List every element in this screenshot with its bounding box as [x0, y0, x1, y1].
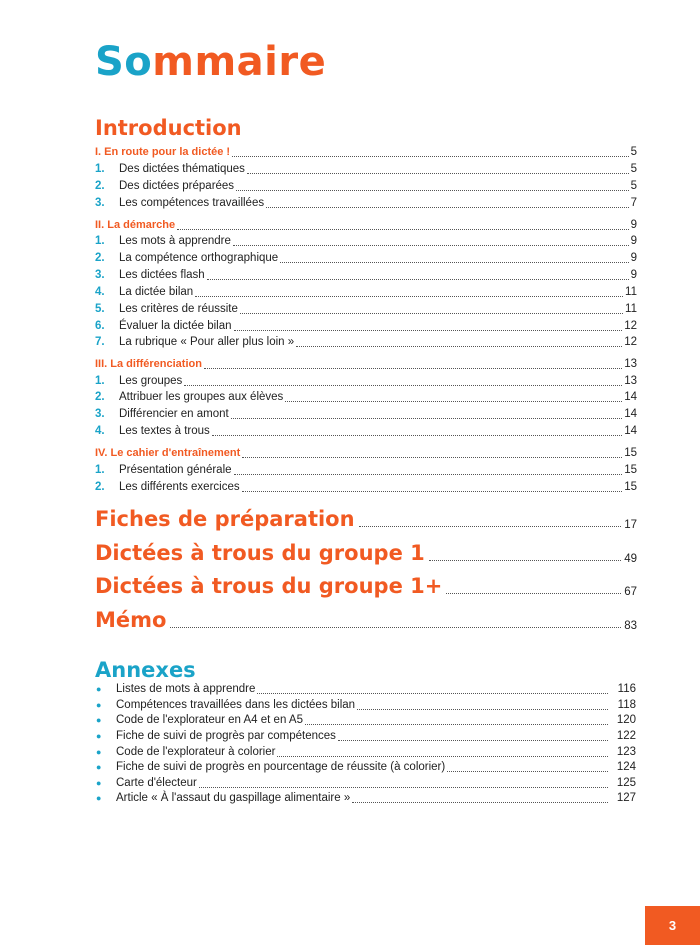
- dot-leader: [236, 190, 629, 191]
- toc-item[interactable]: [95, 284, 637, 301]
- dot-leader: [429, 560, 621, 561]
- annex-item[interactable]: [96, 759, 636, 776]
- toc-item[interactable]: [95, 423, 637, 440]
- toc-item-label: La dictée bilan: [119, 286, 194, 298]
- toc-item[interactable]: [95, 406, 637, 423]
- dot-leader: [296, 346, 622, 347]
- dot-leader: [240, 313, 623, 314]
- toc-page-number: 67: [624, 586, 637, 598]
- toc-item-label: Différencier en amont: [119, 408, 229, 420]
- toc-page-number: 116: [617, 683, 636, 695]
- toc-item-number: 2.: [95, 481, 105, 493]
- dot-leader: [207, 279, 629, 280]
- toc-item[interactable]: [95, 195, 637, 212]
- toc-page-number: 123: [616, 746, 636, 758]
- toc-item-label: Les groupes: [119, 375, 183, 387]
- toc-item-label: La rubrique « Pour aller plus loin »: [119, 336, 295, 348]
- title-part-orange: mmaire: [152, 39, 327, 85]
- annex-item-label: Code de l'explorateur en A4 et en A5: [116, 714, 303, 726]
- annex-item[interactable]: [96, 790, 636, 807]
- page-number-tab: 3: [645, 906, 700, 945]
- bullet-icon: ●: [96, 700, 102, 710]
- toc-item-label: Les textes à trous: [119, 425, 210, 437]
- dot-leader: [204, 368, 622, 369]
- dot-leader: [257, 693, 608, 694]
- toc-item-number: 1.: [95, 464, 105, 476]
- toc-page-number: 11: [625, 303, 637, 315]
- toc-section-1[interactable]: [95, 144, 637, 161]
- toc-item-label: Présentation générale: [119, 464, 232, 476]
- toc-item-label: Les critères de réussite: [119, 303, 238, 315]
- dot-leader: [352, 802, 608, 803]
- annex-item[interactable]: [96, 681, 636, 698]
- dot-leader: [359, 526, 622, 527]
- toc-page-number: 5: [630, 146, 637, 158]
- bullet-icon: ●: [96, 793, 102, 803]
- annex-item-label: Compétences travaillées dans les dictées bilan: [116, 699, 356, 711]
- bullet-icon: ●: [96, 778, 102, 788]
- toc-item-label: Les différents exercices: [119, 481, 240, 493]
- toc-section-label: IV. Le cahier d'entraînement: [95, 447, 241, 459]
- toc-page-number: 13: [624, 375, 637, 387]
- toc-page-number: 14: [624, 408, 637, 420]
- dot-leader: [247, 173, 629, 174]
- toc-item-label: Des dictées préparées: [119, 180, 235, 192]
- toc-page-number: 15: [624, 481, 637, 493]
- toc-chapter-groupe-1-plus[interactable]: [95, 570, 637, 600]
- toc-page-number: 12: [624, 336, 637, 348]
- dot-leader: [184, 385, 622, 386]
- dot-leader: [338, 740, 608, 741]
- toc-section-label: II. La démarche: [95, 219, 176, 231]
- toc-page-number: 5: [630, 163, 637, 175]
- toc-page-number: 49: [624, 553, 637, 565]
- bullet-icon: ●: [96, 762, 102, 772]
- introduction-heading: Introduction: [95, 116, 242, 140]
- toc-item-number: 2.: [95, 180, 105, 192]
- toc-item-number: 1.: [95, 235, 105, 247]
- toc-item[interactable]: [95, 233, 637, 250]
- toc-item-number: 3.: [95, 408, 105, 420]
- dot-leader: [199, 787, 608, 788]
- toc-section-3[interactable]: [95, 356, 637, 373]
- toc-item-number: 3.: [95, 197, 105, 209]
- toc-page-number: 125: [616, 777, 636, 789]
- bullet-icon: ●: [96, 731, 102, 741]
- toc-item[interactable]: [95, 318, 637, 335]
- toc-page-number: 9: [630, 252, 637, 264]
- bullet-icon: ●: [96, 747, 102, 757]
- toc-item-label: Les mots à apprendre: [119, 235, 231, 247]
- toc-item[interactable]: [95, 161, 637, 178]
- annex-item-label: Fiche de suivi de progrès par compétences: [116, 730, 336, 742]
- annex-item-label: Listes de mots à apprendre: [116, 683, 256, 695]
- annex-item-label: Code de l'explorateur à colorier: [116, 746, 276, 758]
- toc-item-number: 1.: [95, 375, 105, 387]
- annex-item-label: Carte d'électeur: [116, 777, 197, 789]
- toc-section-2[interactable]: [95, 217, 637, 234]
- toc-item[interactable]: [95, 479, 637, 496]
- toc-page-number: 14: [624, 425, 637, 437]
- toc-page-number: 124: [616, 761, 636, 773]
- toc-item-number: 2.: [95, 391, 105, 403]
- toc-section-label: I. En route pour la dictée !: [95, 146, 231, 158]
- dot-leader: [231, 418, 622, 419]
- dot-leader: [242, 457, 622, 458]
- toc-chapter-fiches[interactable]: [95, 503, 637, 533]
- toc-page-number: 9: [630, 219, 637, 231]
- toc-chapter-groupe-1[interactable]: [95, 537, 637, 567]
- dot-leader: [234, 474, 623, 475]
- toc-page-number: 118: [617, 699, 636, 711]
- annex-item[interactable]: [96, 728, 636, 745]
- dot-leader: [285, 401, 622, 402]
- toc-item[interactable]: [95, 301, 637, 318]
- toc-item-number: 4.: [95, 425, 105, 437]
- toc-item-label: Évaluer la dictée bilan: [119, 320, 232, 332]
- toc-chapter-label: Dictées à trous du groupe 1: [95, 541, 425, 565]
- dot-leader: [357, 709, 608, 710]
- toc-page-number: 7: [630, 197, 637, 209]
- toc-item-label: Des dictées thématiques: [119, 163, 245, 175]
- toc-item-label: La compétence orthographique: [119, 252, 279, 264]
- toc-item-label: Attribuer les groupes aux élèves: [119, 391, 284, 403]
- toc-page-number: 17: [624, 519, 637, 531]
- toc-item[interactable]: [95, 462, 637, 479]
- title-part-teal: So: [95, 39, 153, 85]
- dot-leader: [232, 156, 629, 157]
- dot-leader: [447, 771, 608, 772]
- toc-page-number: 120: [616, 714, 636, 726]
- toc-page-number: 9: [630, 235, 637, 247]
- dot-leader: [234, 330, 623, 331]
- bullet-icon: ●: [96, 715, 102, 725]
- toc-page-number: 12: [624, 320, 637, 332]
- toc-item-label: Les compétences travaillées: [119, 197, 265, 209]
- toc-page-number: 13: [624, 358, 637, 370]
- toc-item-number: 1.: [95, 163, 105, 175]
- toc-item[interactable]: [95, 178, 637, 195]
- toc-item-label: Les dictées flash: [119, 269, 205, 281]
- toc-item[interactable]: [95, 373, 637, 390]
- toc-page-number: 122: [616, 730, 636, 742]
- toc-chapter-label: Mémo: [95, 608, 167, 632]
- toc-item[interactable]: [95, 267, 637, 284]
- dot-leader: [280, 262, 628, 263]
- dot-leader: [170, 627, 621, 628]
- toc-page-number: 83: [624, 620, 637, 632]
- toc-item-number: 2.: [95, 252, 105, 264]
- annex-item-label: Article « À l'assaut du gaspillage alimentaire »: [116, 792, 351, 804]
- toc-chapter-memo[interactable]: [95, 604, 637, 634]
- toc-item-number: 3.: [95, 269, 105, 281]
- toc-section-4[interactable]: [95, 445, 637, 462]
- dot-leader: [277, 756, 608, 757]
- dot-leader: [305, 724, 608, 725]
- toc-chapter-label: Dictées à trous du groupe 1+: [95, 574, 443, 598]
- annex-item-label: Fiche de suivi de progrès en pourcentage de réussite (à colorier): [116, 761, 446, 773]
- toc-item[interactable]: [95, 334, 637, 351]
- bullet-icon: ●: [96, 684, 102, 694]
- toc-page-number: 14: [624, 391, 637, 403]
- dot-leader: [233, 245, 629, 246]
- toc-page-number: 11: [625, 286, 637, 298]
- toc-item-number: 4.: [95, 286, 105, 298]
- toc-page-number: 127: [616, 792, 636, 804]
- dot-leader: [446, 593, 621, 594]
- toc-item[interactable]: [95, 389, 637, 406]
- page-title: [95, 38, 326, 86]
- dot-leader: [177, 229, 629, 230]
- toc-page-number: 15: [624, 464, 637, 476]
- annex-item[interactable]: [96, 712, 636, 729]
- dot-leader: [242, 491, 623, 492]
- dot-leader: [212, 435, 622, 436]
- dot-leader: [266, 207, 628, 208]
- toc-page-number: 5: [630, 180, 637, 192]
- toc-item[interactable]: [95, 250, 637, 267]
- toc-item-number: 7.: [95, 336, 105, 348]
- toc-page-number: 15: [624, 447, 637, 459]
- toc-item-number: 5.: [95, 303, 105, 315]
- toc-item-number: 6.: [95, 320, 105, 332]
- toc-chapter-label: Fiches de préparation: [95, 507, 355, 531]
- annexes-heading: Annexes: [95, 658, 196, 682]
- toc-section-label: III. La différenciation: [95, 358, 202, 370]
- toc-page-number: 9: [630, 269, 637, 281]
- dot-leader: [195, 296, 623, 297]
